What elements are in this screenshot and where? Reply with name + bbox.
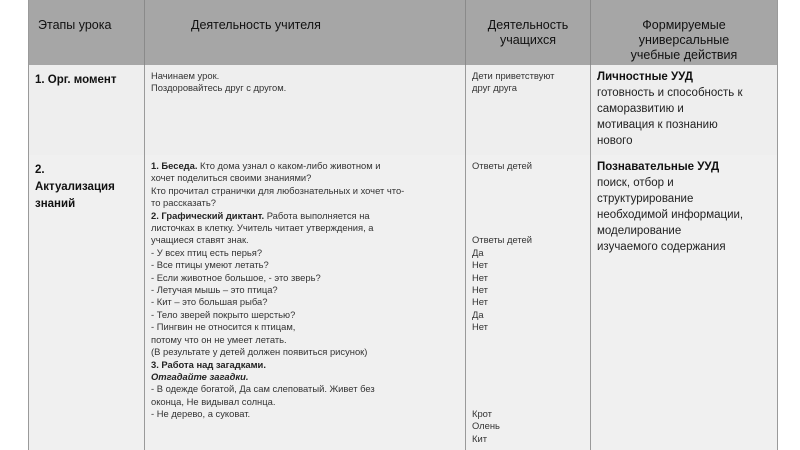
header-cell-teacher [145,0,466,65]
students-text: Дети приветствуют друг друга [472,70,555,94]
header-cell-stages [29,0,145,65]
teacher-text: 1. Беседа. Кто дома узнал о каком-либо животном и хочет поделиться своими знаниями? Кто прочитал странички для любознательных и хочет что- то рассказать? 2. Графический диктант. Работа выполняется на листочках в клетку. Учитель читает утверждения, а учащиеся ставят знак. - У всех птиц есть перья? - Все птицы умеют летать? - Если животное большое, - это зверь? - Летучая мышь – это птица? - Кит – это большая рыба? - Тело зверей покрыто шерстью? - Пингвин не относится к птицам, потому что он не умеет летать. (В результате у детей должен появиться рисунок) 3. Работа над загадками. Отгадайте загадки. - В одежде богатой, Да сам слеповатый. Живет без оконца, Не видывал солнца. - Не дерево, а суковат. [145,155,465,421]
riddles-label: 3. Работа над загадками. [151,358,266,370]
students-cell [466,65,591,155]
lesson-table [28,0,778,450]
stage-label: 2. Актуализация знаний [35,164,115,210]
stage-cell [29,155,145,450]
stage-cell [29,65,145,155]
uud-title: Познавательные УУД [597,161,720,173]
header-stages-label: Этапы урока [38,18,112,32]
table-row-org-moment [29,65,777,156]
header-students-label: Деятельность учащихся [487,18,569,47]
teacher-text: Начинаем урок. Поздоровайтесь друг с другом. [151,70,287,94]
uud-cell [591,155,777,450]
riddles-subtitle: Отгадайте загадки. [151,370,249,382]
uud-text: Познавательные УУД поиск, отбор и структурирование необходимой информации, моделирование изучаемого содержания [591,155,777,255]
header-uud-label: Формируемые универсальные учебные действия [630,18,738,62]
table-header-row [29,0,777,66]
stage-label: 1. Орг. момент [35,74,117,86]
dictation-label: 2. Графический диктант. [151,209,265,221]
uud-cell [591,65,777,155]
teacher-cell [145,155,466,450]
header-teacher-label: Деятельность учителя [191,18,321,32]
teacher-cell [145,65,466,155]
conversation-label: 1. Беседа. [151,160,198,171]
table-row-actualization [29,155,777,450]
header-cell-students [466,0,591,65]
uud-title: Личностные УУД [597,71,693,83]
header-cell-uud [591,0,777,65]
students-cell [466,155,591,450]
students-text: Ответы детей Ответы детей Да Нет Нет Нет Нет Да Нет Крот Олень Кит [472,160,533,444]
uud-text: Личностные УУД готовность и способность к саморазвитию и мотивация к познанию нового [591,65,777,149]
